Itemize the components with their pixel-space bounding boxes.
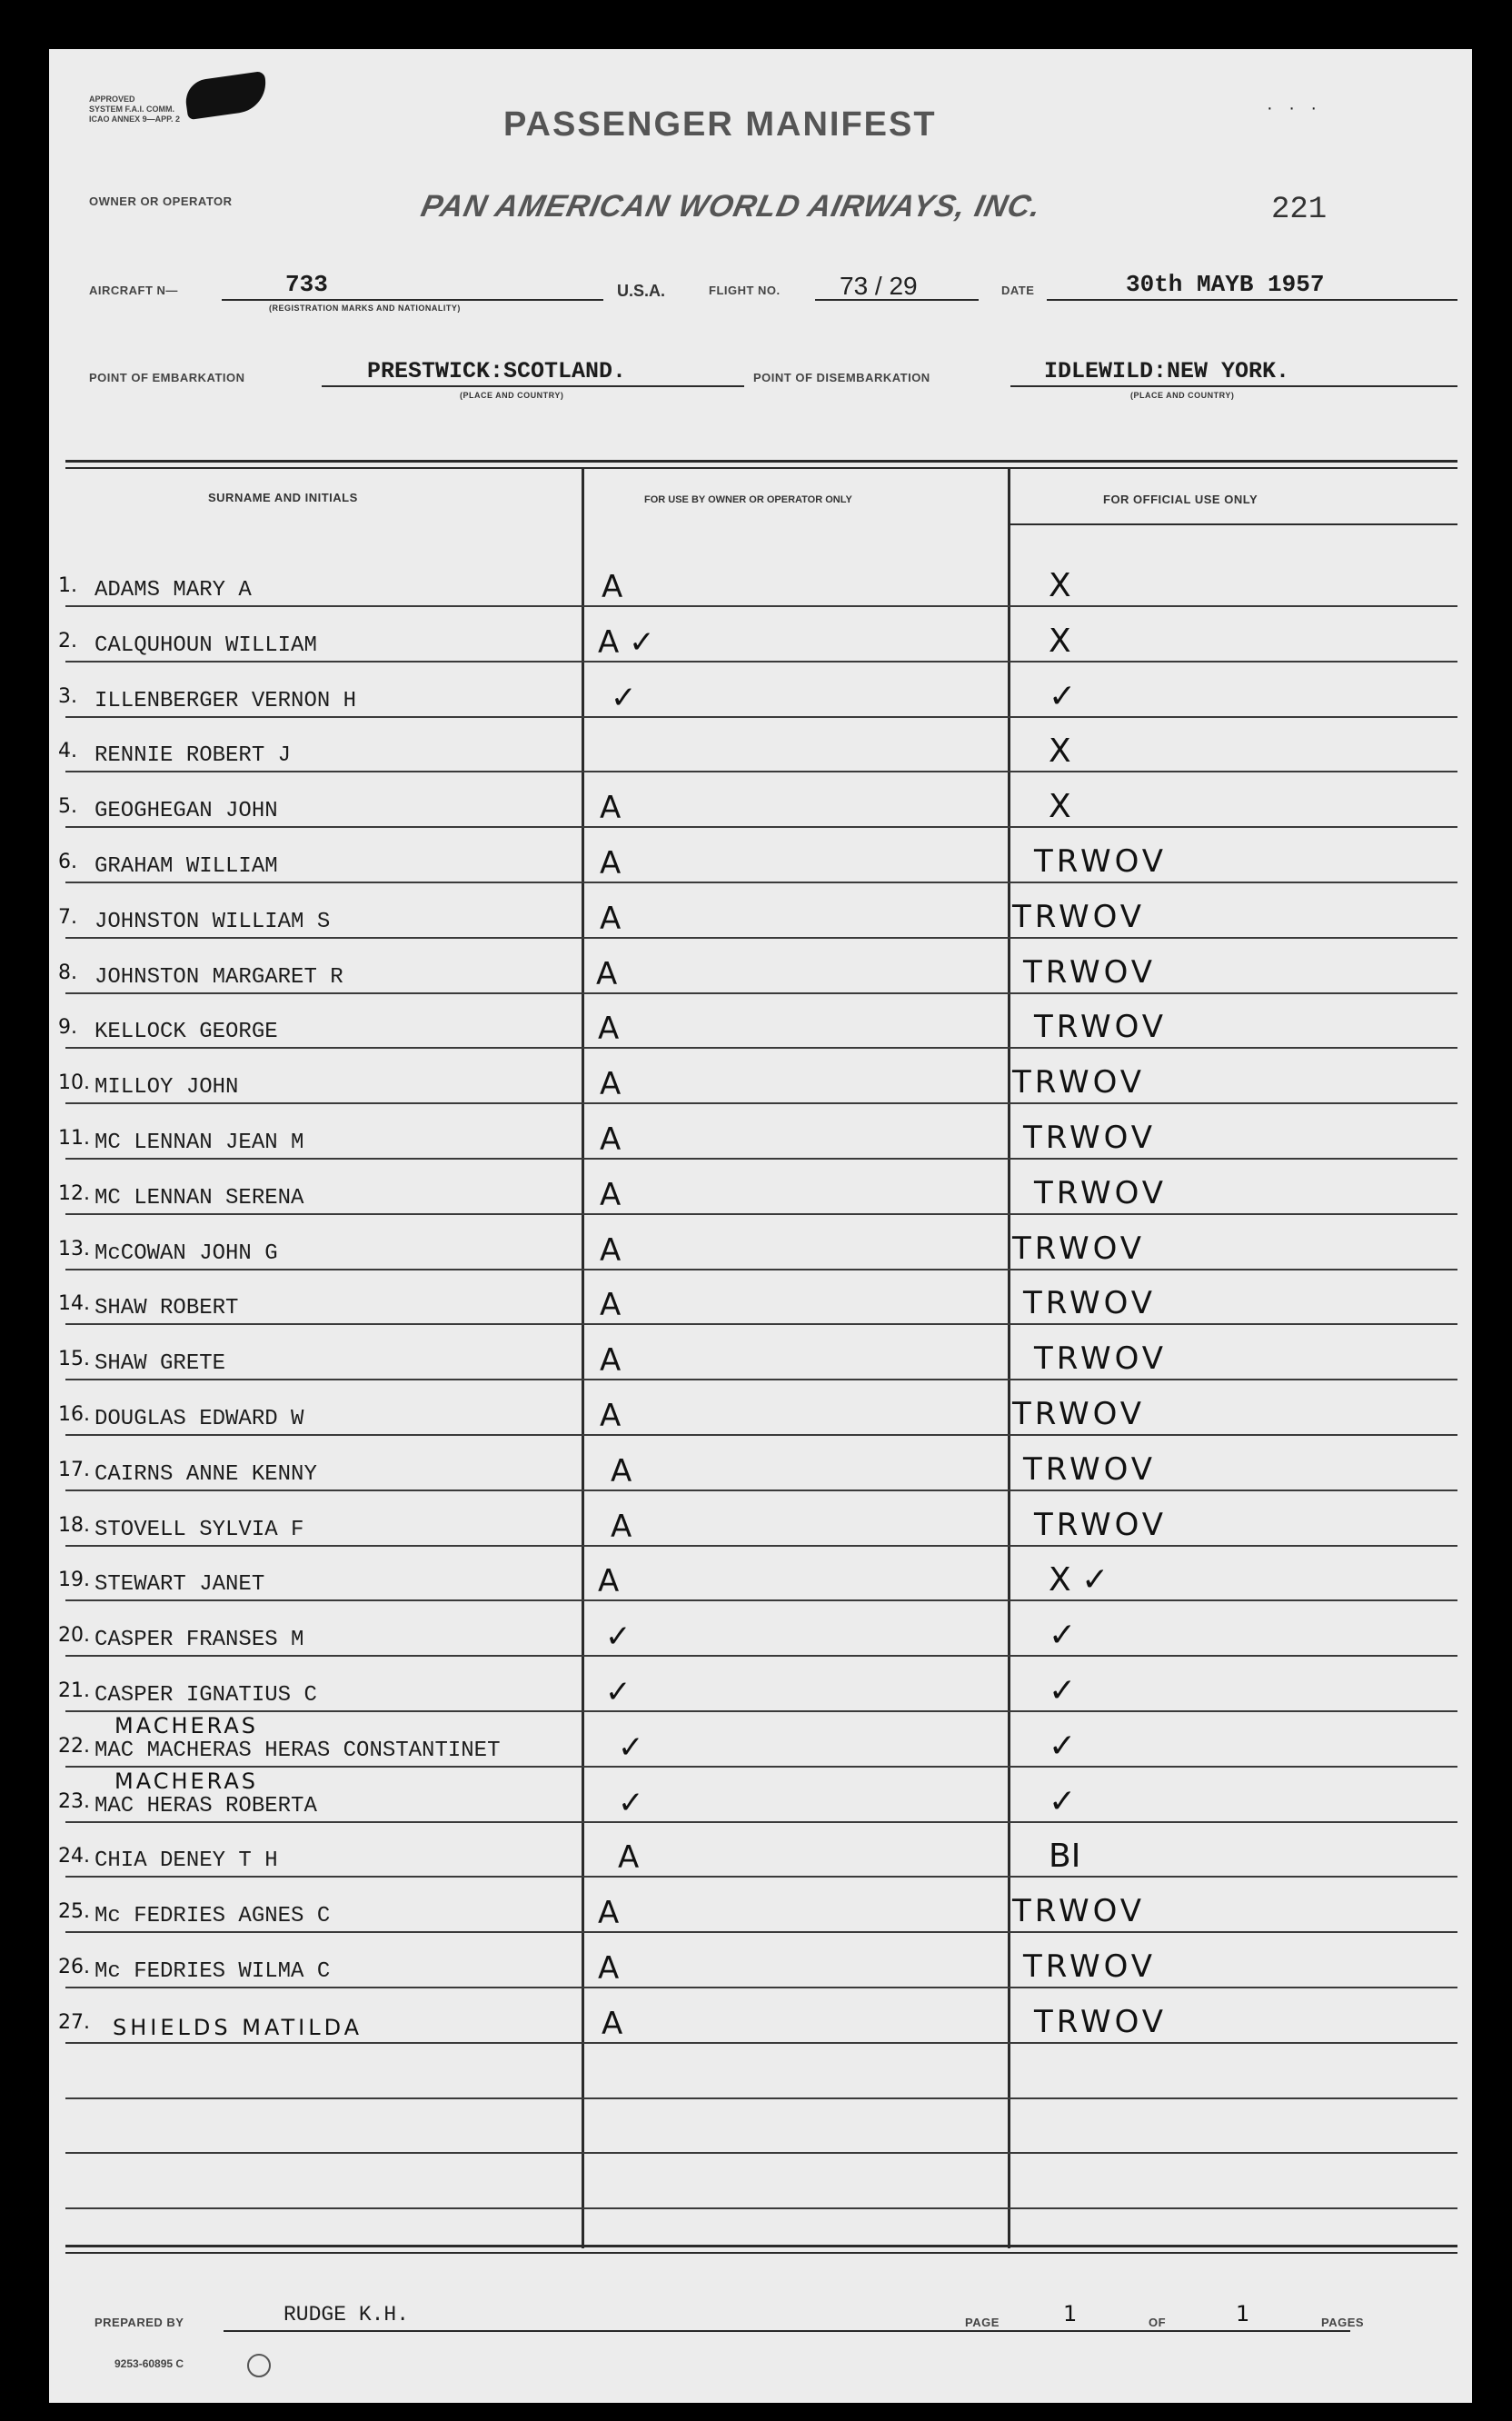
official-mark: ✓ (1049, 678, 1077, 715)
table-row (49, 788, 1472, 830)
of-line (1178, 2330, 1350, 2332)
passenger-name: Mc FEDRIES AGNES C (94, 1904, 331, 1928)
row-number: 22. (58, 1735, 90, 1758)
prepared-line (224, 2330, 1012, 2332)
pages-label: PAGES (1321, 2316, 1365, 2329)
row-number: 20. (58, 1624, 90, 1647)
form-code: 9253-60895 C (114, 2357, 184, 2370)
stamp-circle-icon (247, 2354, 271, 2377)
table-row (49, 1893, 1472, 1935)
passenger-name: JOHNSTON WILLIAM S (94, 910, 331, 934)
passenger-name: RENNIE ROBERT J (94, 743, 292, 768)
row-number: 15. (58, 1348, 90, 1370)
operator-mark: A (600, 845, 622, 882)
passenger-name: DOUGLAS EDWARD W (94, 1407, 304, 1431)
operator-mark: A (611, 1509, 632, 1545)
official-mark: TRWOV (1023, 1451, 1157, 1488)
operator-mark: A (602, 2006, 623, 2042)
nationality: U.S.A. (617, 282, 666, 300)
embark-value: PRESTWICK:SCOTLAND. (367, 358, 627, 384)
operator-mark: A (600, 1287, 622, 1323)
operator-mark: A (602, 569, 623, 605)
row-number: 14. (58, 1292, 90, 1315)
table-row (49, 567, 1472, 609)
table-row (49, 1451, 1472, 1493)
official-mark: X ✓ (1049, 1561, 1109, 1599)
passenger-name: STEWART JANET (94, 1572, 265, 1597)
passenger-name: SHAW ROBERT (94, 1296, 239, 1320)
table-bottom-border (65, 2245, 1457, 2247)
operator-mark: A (600, 790, 622, 826)
official-mark: TRWOV (1023, 1948, 1157, 1985)
official-mark: X (1049, 732, 1071, 770)
table-row (49, 899, 1472, 941)
row-number: 16. (58, 1403, 90, 1426)
table-row (49, 1285, 1472, 1327)
operator-mark: A (598, 1895, 620, 1931)
row-number: 5. (58, 795, 77, 818)
table-row (49, 1838, 1472, 1879)
disembark-value: IDLEWILD:NEW YORK. (1044, 358, 1290, 384)
official-mark: TRWOV (1012, 1064, 1146, 1101)
passenger-name: MAC MACHERAS HERAS CONSTANTINET (94, 1739, 501, 1763)
approval-stamp (89, 95, 180, 125)
official-mark: TRWOV (1034, 1009, 1168, 1045)
disembark-label: POINT OF DISEMBARKATION (753, 371, 930, 384)
column-header-operator: FOR USE BY OWNER OR OPERATOR ONLY (644, 494, 852, 505)
embark-label: POINT OF EMBARKATION (89, 371, 245, 384)
handwritten-correction: MACHERAS (114, 1713, 259, 1739)
passenger-name: STOVELL SYLVIA F (94, 1518, 304, 1542)
row-number: 7. (58, 906, 77, 929)
page-value: 1 (1063, 2301, 1078, 2326)
official-mark: TRWOV (1034, 1175, 1168, 1211)
table-top-border-2 (65, 467, 1457, 469)
operator-mark: ✓ (618, 1785, 644, 1821)
official-mark: TRWOV (1023, 1285, 1157, 1321)
table-row (49, 1507, 1472, 1549)
official-mark: TRWOV (1023, 1120, 1157, 1156)
passenger-name: McCOWAN JOHN G (94, 1241, 278, 1266)
table-row (49, 1713, 1472, 1769)
table-row (49, 1617, 1472, 1659)
date-value: 30th MAYB 1957 (1126, 271, 1325, 298)
official-mark: TRWOV (1012, 1396, 1146, 1432)
row-number: 1. (58, 574, 77, 597)
passenger-name: MC LENNAN SERENA (94, 1186, 304, 1210)
aircraft-label: AIRCRAFT N— (89, 284, 178, 297)
row-line (65, 2207, 1457, 2209)
official-mark: TRWOV (1034, 2004, 1168, 2040)
row-number: 10. (58, 1071, 90, 1094)
row-number: 6. (58, 851, 77, 873)
operator-mark: A (598, 1011, 620, 1047)
row-number: 27. (58, 2011, 90, 2034)
operator-mark: A (618, 1839, 640, 1876)
official-mark: TRWOV (1034, 1340, 1168, 1377)
approval-line: SYSTEM F.A.I. COMM. (89, 105, 175, 114)
row-number: 11. (58, 1127, 90, 1150)
tape-mark (184, 71, 270, 120)
of-value: 1 (1236, 2301, 1250, 2326)
passenger-name: SHAW GRETE (94, 1351, 226, 1376)
table-row (49, 1396, 1472, 1438)
owner-label: OWNER OR OPERATOR (89, 194, 233, 208)
row-number: 19. (58, 1569, 90, 1591)
passenger-name: GEOGHEGAN JOHN (94, 799, 278, 823)
table-row (49, 732, 1472, 774)
aircraft-sub: (REGISTRATION MARKS AND NATIONALITY) (269, 304, 461, 313)
row-number: 26. (58, 1956, 90, 1978)
table-row (49, 843, 1472, 885)
official-mark: TRWOV (1034, 843, 1168, 880)
row-number: 9. (58, 1016, 77, 1039)
table-row (49, 1120, 1472, 1161)
passenger-name: CASPER IGNATIUS C (94, 1683, 317, 1708)
manifest-sheet (49, 49, 1472, 2403)
row-number: 18. (58, 1514, 90, 1537)
operator-mark: A (611, 1453, 632, 1489)
prepared-label: PREPARED BY (94, 2316, 184, 2329)
disembark-sub: (PLACE AND COUNTRY) (1130, 391, 1235, 400)
handwritten-correction: MACHERAS (114, 1768, 259, 1794)
passenger-name: SHIELDS MATILDA (113, 2015, 363, 2040)
operator-mark: A (596, 956, 618, 992)
table-row (49, 1340, 1472, 1382)
column-header-name: SURNAME AND INITIALS (208, 491, 358, 504)
table-row (49, 1948, 1472, 1990)
operator-mark: ✓ (618, 1729, 644, 1766)
official-mark: X (1049, 623, 1071, 660)
table-bottom-border-2 (65, 2252, 1457, 2254)
operator-mark: A (598, 1950, 620, 1987)
owner-value: PAN AMERICAN WORLD AIRWAYS, INC. (418, 189, 1045, 224)
operator-mark: ✓ (605, 1674, 632, 1710)
official-mark: ✓ (1049, 1728, 1077, 1765)
passenger-name: Mc FEDRIES WILMA C (94, 1959, 331, 1984)
official-mark: ✓ (1049, 1672, 1077, 1709)
page-title: PASSENGER MANIFEST (503, 105, 937, 144)
table-row (49, 1230, 1472, 1272)
passenger-name: GRAHAM WILLIAM (94, 854, 278, 879)
operator-mark: A (600, 901, 622, 937)
official-mark: TRWOV (1012, 1230, 1146, 1267)
table-row (49, 1064, 1472, 1106)
flight-label: FLIGHT NO. (709, 284, 781, 297)
passenger-name: MC LENNAN JEAN M (94, 1131, 304, 1155)
passenger-name: CHIA DENEY T H (94, 1848, 278, 1873)
official-mark: X (1049, 788, 1071, 825)
aircraft-line (222, 299, 603, 301)
table-row (49, 1009, 1472, 1051)
official-mark: TRWOV (1034, 1507, 1168, 1543)
row-number: 25. (58, 1900, 90, 1923)
official-mark: X (1049, 567, 1071, 604)
operator-mark: A (598, 1563, 620, 1599)
table-row (49, 2004, 1472, 2046)
passenger-name: ADAMS MARY A (94, 578, 252, 603)
row-number: 24. (58, 1845, 90, 1868)
passenger-name: ILLENBERGER VERNON H (94, 689, 357, 713)
operator-mark: A (600, 1121, 622, 1158)
official-mark: TRWOV (1023, 954, 1157, 991)
operator-mark: A (600, 1066, 622, 1102)
page-line (1010, 2330, 1199, 2332)
passenger-name: CAIRNS ANNE KENNY (94, 1462, 317, 1487)
column-header-official: FOR OFFICIAL USE ONLY (1103, 493, 1258, 506)
page-label: PAGE (965, 2316, 1000, 2329)
official-mark: ✓ (1049, 1617, 1077, 1654)
official-mark: ✓ (1049, 1783, 1077, 1820)
table-row (49, 678, 1472, 720)
date-label: DATE (1001, 284, 1035, 297)
row-number: 21. (58, 1679, 90, 1702)
row-line (65, 2097, 1457, 2099)
passenger-name: CALQUHOUN WILLIAM (94, 633, 317, 658)
row-number: 13. (58, 1238, 90, 1260)
passenger-name: JOHNSTON MARGARET R (94, 965, 343, 990)
official-mark: BI (1049, 1838, 1081, 1875)
flight-value: 73 / 29 (840, 272, 918, 300)
table-row (49, 954, 1472, 996)
embark-line (322, 385, 744, 387)
approval-line: APPROVED (89, 95, 135, 104)
column-header-line (1008, 523, 1457, 525)
table-top-border (65, 460, 1457, 463)
row-number: 4. (58, 740, 77, 762)
prepared-value: RUDGE K.H. (284, 2303, 410, 2326)
approval-line: ICAO ANNEX 9—APP. 2 (89, 115, 181, 124)
row-number: 12. (58, 1182, 90, 1205)
row-line (65, 2152, 1457, 2154)
table-row (49, 1672, 1472, 1714)
page-number: 221 (1271, 193, 1328, 227)
aircraft-value: 733 (285, 271, 328, 298)
passenger-name: MAC HERAS ROBERTA (94, 1794, 317, 1818)
official-mark: TRWOV (1012, 899, 1146, 935)
passenger-name: MILLOY JOHN (94, 1075, 239, 1100)
operator-mark: A (600, 1177, 622, 1213)
disembark-line (1010, 385, 1457, 387)
table-row (49, 1561, 1472, 1603)
table-row (49, 1768, 1472, 1825)
passenger-name: KELLOCK GEORGE (94, 1020, 278, 1044)
operator-mark: A (600, 1342, 622, 1379)
row-number: 17. (58, 1459, 90, 1481)
operator-mark: A ✓ (598, 624, 655, 661)
date-line (1047, 299, 1457, 301)
dots-mark: · · · (1267, 98, 1323, 118)
operator-mark: A (600, 1232, 622, 1269)
row-number: 8. (58, 961, 77, 984)
of-label: OF (1149, 2316, 1167, 2329)
table-row (49, 623, 1472, 664)
embark-sub: (PLACE AND COUNTRY) (460, 391, 564, 400)
table-row (49, 1175, 1472, 1217)
official-mark: TRWOV (1012, 1893, 1146, 1929)
operator-mark: ✓ (611, 680, 637, 716)
passenger-name: CASPER FRANSES M (94, 1628, 304, 1652)
row-number: 2. (58, 630, 77, 653)
operator-mark: ✓ (605, 1619, 632, 1655)
operator-mark: A (600, 1398, 622, 1434)
row-number: 3. (58, 685, 77, 708)
row-number: 23. (58, 1790, 90, 1813)
